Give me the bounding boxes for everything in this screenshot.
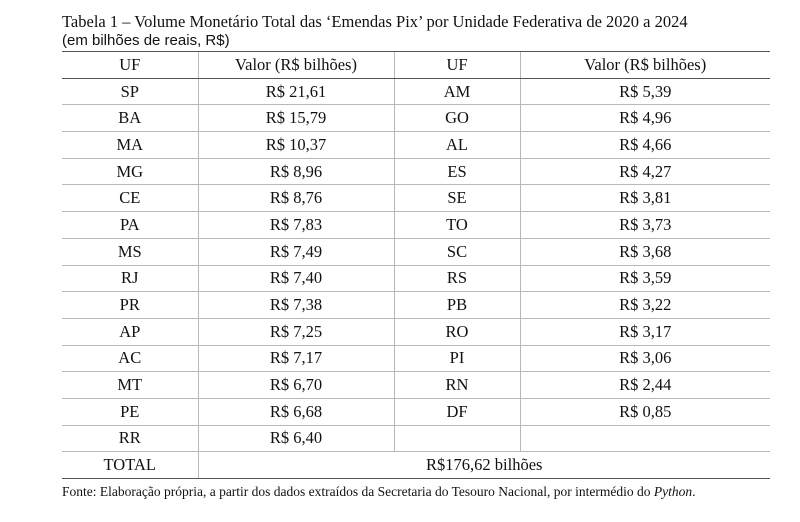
cell-uf: AM (394, 78, 520, 105)
cell-valor: R$ 5,39 (520, 78, 770, 105)
cell-uf: RS (394, 265, 520, 292)
cell-uf: PA (62, 212, 198, 239)
column-header-uf: UF (394, 52, 520, 79)
table-total-row (62, 452, 770, 479)
cell-uf: RR (62, 425, 198, 452)
cell-valor: R$ 7,25 (198, 318, 394, 345)
cell-valor: R$ 7,83 (198, 212, 394, 239)
cell-valor: R$ 3,59 (520, 265, 770, 292)
cell-valor: R$ 7,40 (198, 265, 394, 292)
source-text: Fonte: Elaboração própria, a partir dos dados extraídos da Secretaria do Tesouro Nacional, por intermédio do (62, 484, 651, 499)
cell-valor: R$ 15,79 (198, 105, 394, 132)
cell-uf: RN (394, 372, 520, 399)
cell-uf: PB (394, 292, 520, 319)
column-header-valor: Valor (R$ bilhões) (198, 52, 394, 79)
cell-uf: SC (394, 238, 520, 265)
table-row (62, 318, 770, 345)
cell-valor: R$ 10,37 (198, 132, 394, 159)
cell-uf: MG (62, 158, 198, 185)
cell-uf: GO (394, 105, 520, 132)
cell-valor: R$ 2,44 (520, 372, 770, 399)
cell-uf: AC (62, 345, 198, 372)
cell-uf: PR (62, 292, 198, 319)
cell-uf: RO (394, 318, 520, 345)
source-note (62, 483, 770, 501)
cell-valor: R$ 8,96 (198, 158, 394, 185)
cell-valor: R$ 3,06 (520, 345, 770, 372)
cell-uf: MT (62, 372, 198, 399)
table-row (62, 265, 770, 292)
cell-valor: R$ 6,70 (198, 372, 394, 399)
table-header-row (62, 52, 770, 79)
cell-uf: CE (62, 185, 198, 212)
cell-uf (394, 425, 520, 452)
cell-uf: AP (62, 318, 198, 345)
table-row (62, 292, 770, 319)
cell-valor: R$ 3,22 (520, 292, 770, 319)
cell-uf: MS (62, 238, 198, 265)
cell-valor: R$ 21,61 (198, 78, 394, 105)
cell-uf: RJ (62, 265, 198, 292)
table-row (62, 78, 770, 105)
cell-valor: R$ 4,66 (520, 132, 770, 159)
table-body (62, 78, 770, 478)
table-row (62, 238, 770, 265)
cell-uf: PE (62, 398, 198, 425)
table-row (62, 185, 770, 212)
table-row (62, 105, 770, 132)
cell-valor: R$ 3,68 (520, 238, 770, 265)
cell-uf: BA (62, 105, 198, 132)
cell-uf: MA (62, 132, 198, 159)
table-row (62, 212, 770, 239)
cell-uf: AL (394, 132, 520, 159)
total-label: TOTAL (62, 452, 198, 479)
document-page (62, 12, 772, 501)
total-value: R$176,62 bilhões (198, 452, 770, 479)
cell-valor: R$ 3,73 (520, 212, 770, 239)
table-subtitle: (em bilhões de reais, R$) (62, 32, 230, 49)
cell-uf: TO (394, 212, 520, 239)
cell-valor: R$ 6,68 (198, 398, 394, 425)
table-row (62, 132, 770, 159)
cell-valor: R$ 3,17 (520, 318, 770, 345)
column-header-uf: UF (62, 52, 198, 79)
cell-valor: R$ 0,85 (520, 398, 770, 425)
cell-valor: R$ 4,96 (520, 105, 770, 132)
cell-valor: R$ 4,27 (520, 158, 770, 185)
table-row (62, 345, 770, 372)
data-table (62, 51, 770, 479)
cell-uf: SE (394, 185, 520, 212)
cell-valor: R$ 7,38 (198, 292, 394, 319)
cell-valor: R$ 7,17 (198, 345, 394, 372)
cell-valor: R$ 6,40 (198, 425, 394, 452)
cell-uf: PI (394, 345, 520, 372)
cell-uf: SP (62, 78, 198, 105)
table-row (62, 372, 770, 399)
source-python: Python (653, 484, 693, 499)
source-end: . (692, 484, 696, 499)
cell-valor (520, 425, 770, 452)
cell-valor: R$ 3,81 (520, 185, 770, 212)
table-row (62, 425, 770, 452)
cell-valor: R$ 7,49 (198, 238, 394, 265)
column-header-valor: Valor (R$ bilhões) (520, 52, 770, 79)
table-row (62, 398, 770, 425)
cell-uf: ES (394, 158, 520, 185)
cell-uf: DF (394, 398, 520, 425)
table-row (62, 158, 770, 185)
table-title: Tabela 1 – Volume Monetário Total das ‘Emendas Pix’ por Unidade Federativa de 2020 a 2024 (62, 12, 688, 31)
cell-valor: R$ 8,76 (198, 185, 394, 212)
